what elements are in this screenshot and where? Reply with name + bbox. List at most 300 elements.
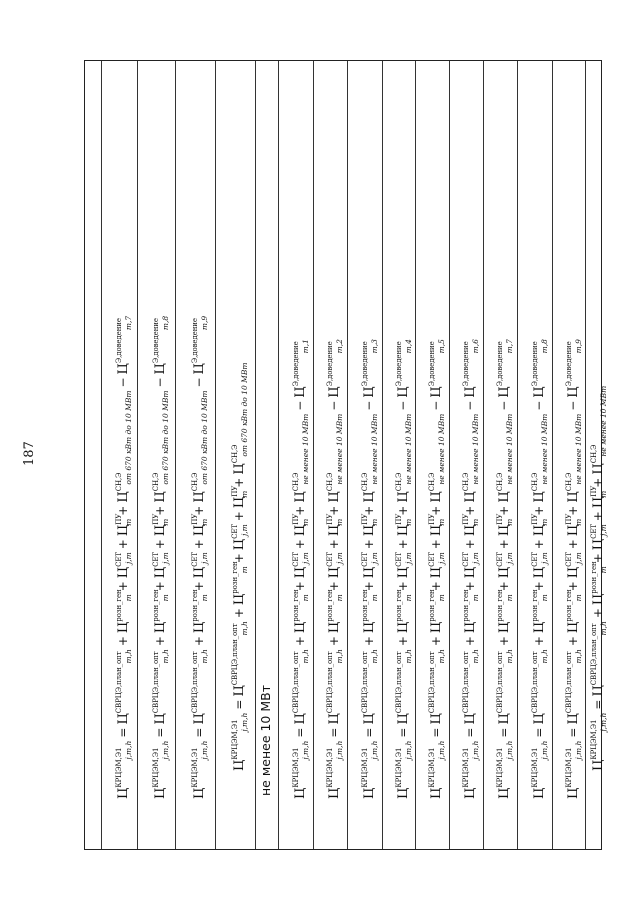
plus-sign: + <box>531 636 546 647</box>
subscript: m <box>505 518 514 526</box>
subscript: j,m <box>335 552 344 565</box>
subscript: m,h <box>403 649 413 664</box>
formula-table <box>84 60 608 850</box>
plus-sign: + <box>192 581 206 592</box>
plus-sign: + <box>497 636 511 647</box>
equals-sign: = <box>591 699 605 710</box>
superscript: СВРЦЭ,план_опт <box>530 651 539 714</box>
subscript: не менее 10 МВт <box>505 413 514 485</box>
symbol-c: Ц <box>153 566 168 579</box>
superscript: СВРЦЭ,план_опт <box>360 651 369 714</box>
subscript: m,8 <box>161 315 170 331</box>
equals-sign: = <box>565 727 580 738</box>
lhs-term <box>326 740 344 799</box>
row-divider <box>382 61 383 849</box>
superscript: КРЦЭМ,Э1 <box>462 747 470 788</box>
plus-sign: + <box>292 505 307 516</box>
plus-sign: + <box>565 636 580 647</box>
plus-sign: + <box>116 636 130 647</box>
superscript: СВРЦЭ,план_опт <box>496 651 504 714</box>
plus-sign: + <box>232 477 246 488</box>
plus-sign: + <box>429 636 443 647</box>
minus-sign: − <box>292 400 307 411</box>
plus-sign: + <box>463 636 477 647</box>
formula-row <box>459 339 480 799</box>
subscript: m <box>369 518 379 526</box>
plus-sign: + <box>463 581 477 592</box>
subscript: m <box>200 594 209 602</box>
subscript: не менее 10 МВт <box>471 413 480 485</box>
symbol-c: Ц <box>192 787 207 799</box>
subscript: m,h <box>335 649 344 664</box>
superscript: СВРЦЭ,план_опт <box>326 651 334 714</box>
rhs-term <box>394 413 413 503</box>
symbol-c: Ц <box>429 621 444 634</box>
superscript: ПУ <box>530 513 539 525</box>
symbol-c: Ц <box>531 491 547 503</box>
symbol-c: Ц <box>153 713 168 725</box>
rhs-term <box>152 390 170 503</box>
plus-sign: + <box>463 505 477 516</box>
subscript: j,m,h <box>369 740 379 760</box>
subscript: j,m,h <box>471 740 480 760</box>
rhs-term <box>291 513 310 537</box>
plus-sign: + <box>232 553 246 564</box>
subscript: m,6 <box>471 339 480 354</box>
subscript: m <box>161 594 170 602</box>
rhs-term <box>231 362 249 475</box>
rhs-term <box>326 649 344 725</box>
lhs-term <box>496 740 514 799</box>
superscript: СН,Э <box>530 472 539 492</box>
superscript: розн_ген <box>462 589 470 622</box>
subscript: m <box>573 518 583 526</box>
subscript: j,m <box>161 552 170 565</box>
minus-sign: − <box>327 400 341 411</box>
superscript: Э,доведение <box>115 318 123 364</box>
lhs-term <box>360 740 379 799</box>
equals-sign: = <box>192 727 206 738</box>
rhs-term <box>231 561 249 606</box>
superscript: КРЦЭМ,Э1 <box>564 747 573 788</box>
plus-sign: + <box>116 581 130 592</box>
subscript: j,m,h <box>573 740 583 760</box>
subscript: m,h <box>161 649 170 664</box>
symbol-c: Ц <box>531 524 547 537</box>
superscript: ПУ <box>496 513 504 525</box>
rhs-term <box>231 485 249 509</box>
superscript: СЕТ <box>191 552 199 567</box>
rhs-term <box>191 552 209 579</box>
row-divider <box>517 61 518 849</box>
subscript: j,m <box>471 552 480 565</box>
superscript: ПУ <box>115 513 123 525</box>
rhs-term <box>564 513 583 537</box>
superscript: розн_ген <box>360 589 369 622</box>
superscript: розн_ген <box>326 589 334 622</box>
symbol-c: Ц <box>153 621 168 634</box>
superscript: розн_ген <box>496 589 504 622</box>
subscript: m,h <box>124 649 133 664</box>
subscript: не менее 10 МВт <box>599 385 608 457</box>
superscript: Э,доведение <box>291 341 300 387</box>
subscript: m <box>471 518 480 526</box>
symbol-c: Ц <box>361 386 377 398</box>
rhs-term <box>115 552 133 579</box>
rhs-term <box>394 649 413 725</box>
subscript: j,m,h <box>124 740 133 760</box>
subscript: j,m <box>124 552 133 565</box>
tail-term <box>394 339 413 398</box>
subscript: m,7 <box>505 339 514 354</box>
subscript: j,m <box>240 524 249 537</box>
rhs-term <box>428 552 446 579</box>
formula-row <box>493 339 514 799</box>
subscript: не менее 10 МВт <box>539 413 549 485</box>
formula-row <box>188 315 209 799</box>
rhs-term <box>394 552 413 579</box>
subscript: m,2 <box>335 339 344 354</box>
rhs-term <box>360 552 379 579</box>
tail-term <box>152 315 170 375</box>
subscript: m <box>124 594 133 602</box>
superscript: ПУ <box>428 513 436 525</box>
rhs-term <box>326 552 344 579</box>
minus-sign: − <box>429 400 443 411</box>
superscript: Э,доведение <box>462 341 470 387</box>
plus-sign: + <box>361 581 376 592</box>
superscript: СВРЦЭ,план_опт <box>231 623 239 686</box>
symbol-c: Ц <box>565 621 581 634</box>
symbol-c: Ц <box>531 621 547 634</box>
superscript: Э,доведение <box>152 318 160 364</box>
subscript: j,m <box>200 552 209 565</box>
subscript: m,h <box>200 649 209 664</box>
formula-row <box>289 339 310 799</box>
subscript: m <box>539 518 549 526</box>
superscript: СН,Э <box>152 472 160 492</box>
rhs-term <box>291 649 310 725</box>
superscript: СВРЦЭ,план_опт <box>564 651 573 714</box>
rhs-term <box>326 589 344 634</box>
formula-row <box>425 339 446 799</box>
symbol-c: Ц <box>192 621 207 634</box>
superscript: СН,Э <box>564 472 573 492</box>
subscript: m <box>240 490 249 498</box>
lhs-term <box>115 740 133 799</box>
subscript: не менее 10 МВт <box>573 413 583 485</box>
subscript: не менее 10 МВт <box>335 413 344 485</box>
lhs-term <box>394 740 413 799</box>
symbol-c: Ц <box>497 713 512 725</box>
equals-sign: = <box>153 727 167 738</box>
symbol-c: Ц <box>232 685 247 697</box>
plus-sign: + <box>361 636 376 647</box>
subscript: m,1 <box>300 339 310 354</box>
plus-sign: + <box>565 505 580 516</box>
symbol-c: Ц <box>192 524 207 537</box>
subscript: не менее 10 МВт <box>403 413 413 485</box>
lhs-term <box>530 740 549 799</box>
subscript: m,h <box>573 649 583 664</box>
superscript: КРЦЭМ,Э1 <box>326 747 334 788</box>
lhs-term <box>564 740 583 799</box>
symbol-c: Ц <box>232 538 247 551</box>
rhs-term <box>191 589 209 634</box>
symbol-c: Ц <box>116 787 131 799</box>
plus-sign: + <box>327 581 341 592</box>
symbol-c: Ц <box>565 524 581 537</box>
plus-sign: + <box>429 505 443 516</box>
tail-term <box>326 339 344 398</box>
superscript: Э,доведение <box>496 341 504 387</box>
subscript: j,m,h <box>335 740 344 760</box>
symbol-c: Ц <box>531 386 547 398</box>
subscript: не менее 10 МВт <box>437 413 446 485</box>
subscript: не менее 10 МВт <box>300 413 310 485</box>
symbol-c: Ц <box>395 787 411 799</box>
symbol-c: Ц <box>463 787 478 799</box>
plus-sign: + <box>153 636 167 647</box>
superscript: СЕТ <box>231 524 239 539</box>
subscript: m <box>599 490 608 498</box>
symbol-c: Ц <box>497 787 512 799</box>
symbol-c: Ц <box>497 524 512 537</box>
superscript: розн_ген <box>231 561 239 594</box>
plus-sign: + <box>565 539 580 550</box>
superscript: СН,Э <box>394 472 403 492</box>
rhs-term <box>428 413 446 503</box>
plus-sign: + <box>192 539 206 550</box>
subscript: от 670 кВт до 10 МВт <box>124 390 133 485</box>
symbol-c: Ц <box>565 713 581 725</box>
rhs-term <box>231 621 249 697</box>
subscript: m,8 <box>539 339 549 354</box>
subscript: j,m,h <box>505 740 514 760</box>
rhs-term <box>590 485 608 509</box>
minus-sign: − <box>116 377 130 388</box>
tail-term <box>496 339 514 398</box>
subscript: m <box>573 594 583 602</box>
superscript: КРЦЭМ,Э1 <box>394 747 403 788</box>
symbol-c: Ц <box>395 621 411 634</box>
symbol-c: Ц <box>429 386 444 398</box>
plus-sign: + <box>327 636 341 647</box>
superscript: КРЦЭМ,Э1 <box>191 747 199 788</box>
row-divider <box>483 61 484 849</box>
plus-sign: + <box>395 636 410 647</box>
plus-sign: + <box>591 608 605 619</box>
subscript: j,m,h <box>599 712 608 732</box>
symbol-c: Ц <box>531 566 547 579</box>
rhs-term <box>462 649 480 725</box>
symbol-c: Ц <box>192 566 207 579</box>
superscript: ПУ <box>152 513 160 525</box>
subscript: j,m <box>539 552 549 565</box>
superscript: КРЦЭМ,Э1 <box>530 747 539 788</box>
superscript: Э,доведение <box>326 341 334 387</box>
superscript: СН,Э <box>326 472 334 492</box>
lhs-term <box>590 712 608 771</box>
plus-sign: + <box>292 636 307 647</box>
rhs-term <box>530 552 549 579</box>
rhs-term <box>152 552 170 579</box>
rhs-term <box>530 649 549 725</box>
formula-row <box>587 385 608 771</box>
subscript: m,h <box>437 649 446 664</box>
symbol-c: Ц <box>327 386 342 398</box>
rhs-term <box>530 513 549 537</box>
superscript: СЕТ <box>590 524 598 539</box>
row-divider <box>415 61 416 849</box>
subscript: j,m <box>300 552 310 565</box>
subscript: j,m,h <box>200 740 209 760</box>
rhs-term <box>590 561 608 606</box>
minus-sign: − <box>192 377 206 388</box>
symbol-c: Ц <box>232 496 247 509</box>
formula-row <box>528 339 549 799</box>
superscript: КРЦЭМ,Э1 <box>360 747 369 788</box>
subscript: m,5 <box>437 339 446 354</box>
plus-sign: + <box>327 539 341 550</box>
symbol-c: Ц <box>463 386 478 398</box>
symbol-c: Ц <box>292 787 308 799</box>
equals-sign: = <box>463 727 477 738</box>
plus-sign: + <box>429 539 443 550</box>
section-label: не менее 10 МВт <box>258 684 273 796</box>
lhs-term <box>231 712 249 771</box>
superscript: ПУ <box>360 513 369 525</box>
subscript: j,m,h <box>300 740 310 760</box>
plus-sign: + <box>292 581 307 592</box>
row-divider <box>347 61 348 849</box>
subscript: m <box>335 594 344 602</box>
plus-sign: + <box>192 636 206 647</box>
subscript: m <box>161 518 170 526</box>
subscript: m <box>599 566 608 574</box>
superscript: ПУ <box>564 513 573 525</box>
rhs-term <box>191 649 209 725</box>
equals-sign: = <box>497 727 511 738</box>
subscript: m <box>369 594 379 602</box>
superscript: розн_ген <box>152 589 160 622</box>
symbol-c: Ц <box>429 491 444 503</box>
subscript: от 670 кВт до 10 МВт <box>200 390 209 485</box>
formula-row <box>112 315 133 799</box>
symbol-c: Ц <box>327 524 342 537</box>
tail-term <box>115 315 133 375</box>
rhs-term <box>191 513 209 537</box>
symbol-c: Ц <box>232 593 247 606</box>
plus-sign: + <box>531 539 546 550</box>
symbol-c: Ц <box>232 463 247 475</box>
rhs-term <box>590 524 608 551</box>
rhs-term <box>428 513 446 537</box>
symbol-c: Ц <box>395 386 411 398</box>
row-divider <box>215 61 216 849</box>
row-divider <box>552 61 553 849</box>
plus-sign: + <box>497 505 511 516</box>
minus-sign: − <box>497 400 511 411</box>
plus-sign: + <box>232 511 246 522</box>
symbol-c: Ц <box>429 787 444 799</box>
rhs-term <box>115 589 133 634</box>
rhs-term <box>496 513 514 537</box>
subscript: j,m,h <box>539 740 549 760</box>
subscript: m,h <box>471 649 480 664</box>
minus-sign: − <box>565 400 580 411</box>
symbol-c: Ц <box>429 524 444 537</box>
rhs-term <box>394 513 413 537</box>
subscript: m <box>505 594 514 602</box>
symbol-c: Ц <box>192 713 207 725</box>
superscript: ПУ <box>231 485 239 497</box>
symbol-c: Ц <box>116 621 131 634</box>
tail-term <box>428 339 446 398</box>
symbol-c: Ц <box>429 566 444 579</box>
superscript: КРЦЭМ,Э1 <box>152 747 160 788</box>
symbol-c: Ц <box>591 538 606 551</box>
equals-sign: = <box>116 727 130 738</box>
symbol-c: Ц <box>395 524 411 537</box>
row-divider <box>278 61 279 849</box>
superscript: ПУ <box>462 513 470 525</box>
formula-row <box>149 315 170 799</box>
subscript: m <box>300 518 310 526</box>
subscript: m,h <box>240 621 249 636</box>
rhs-term <box>115 649 133 725</box>
subscript: j,m <box>505 552 514 565</box>
rhs-term <box>291 589 310 634</box>
plus-sign: + <box>591 553 605 564</box>
symbol-c: Ц <box>395 491 411 503</box>
superscript: СЕТ <box>428 552 436 567</box>
superscript: СЕТ <box>496 552 504 567</box>
superscript: СВРЦЭ,план_опт <box>152 651 160 714</box>
symbol-c: Ц <box>591 463 606 475</box>
superscript: розн_ген <box>394 589 403 622</box>
equals-sign: = <box>429 727 443 738</box>
plus-sign: + <box>116 539 130 550</box>
subscript: m,9 <box>573 339 583 354</box>
superscript: розн_ген <box>291 589 300 622</box>
superscript: розн_ген <box>191 589 199 622</box>
formula-row <box>392 339 413 799</box>
equals-sign: = <box>327 727 341 738</box>
superscript: розн_ген <box>115 589 123 622</box>
equals-sign: = <box>232 699 246 710</box>
rhs-term <box>115 513 133 537</box>
symbol-c: Ц <box>361 787 377 799</box>
subscript: не менее 10 МВт <box>369 413 379 485</box>
superscript: ПУ <box>394 513 403 525</box>
symbol-c: Ц <box>292 566 308 579</box>
subscript: m <box>403 518 413 526</box>
superscript: ПУ <box>291 513 300 525</box>
superscript: розн_ген <box>530 589 539 622</box>
plus-sign: + <box>429 581 443 592</box>
plus-sign: + <box>565 581 580 592</box>
subscript: j,m,h <box>161 740 170 760</box>
symbol-c: Ц <box>565 566 581 579</box>
superscript: Э,доведение <box>360 341 369 387</box>
symbol-c: Ц <box>292 386 308 398</box>
rhs-term <box>530 413 549 503</box>
subscript: j,m,h <box>437 740 446 760</box>
symbol-c: Ц <box>463 621 478 634</box>
equals-sign: = <box>395 727 410 738</box>
page-number: 187 <box>22 441 37 466</box>
